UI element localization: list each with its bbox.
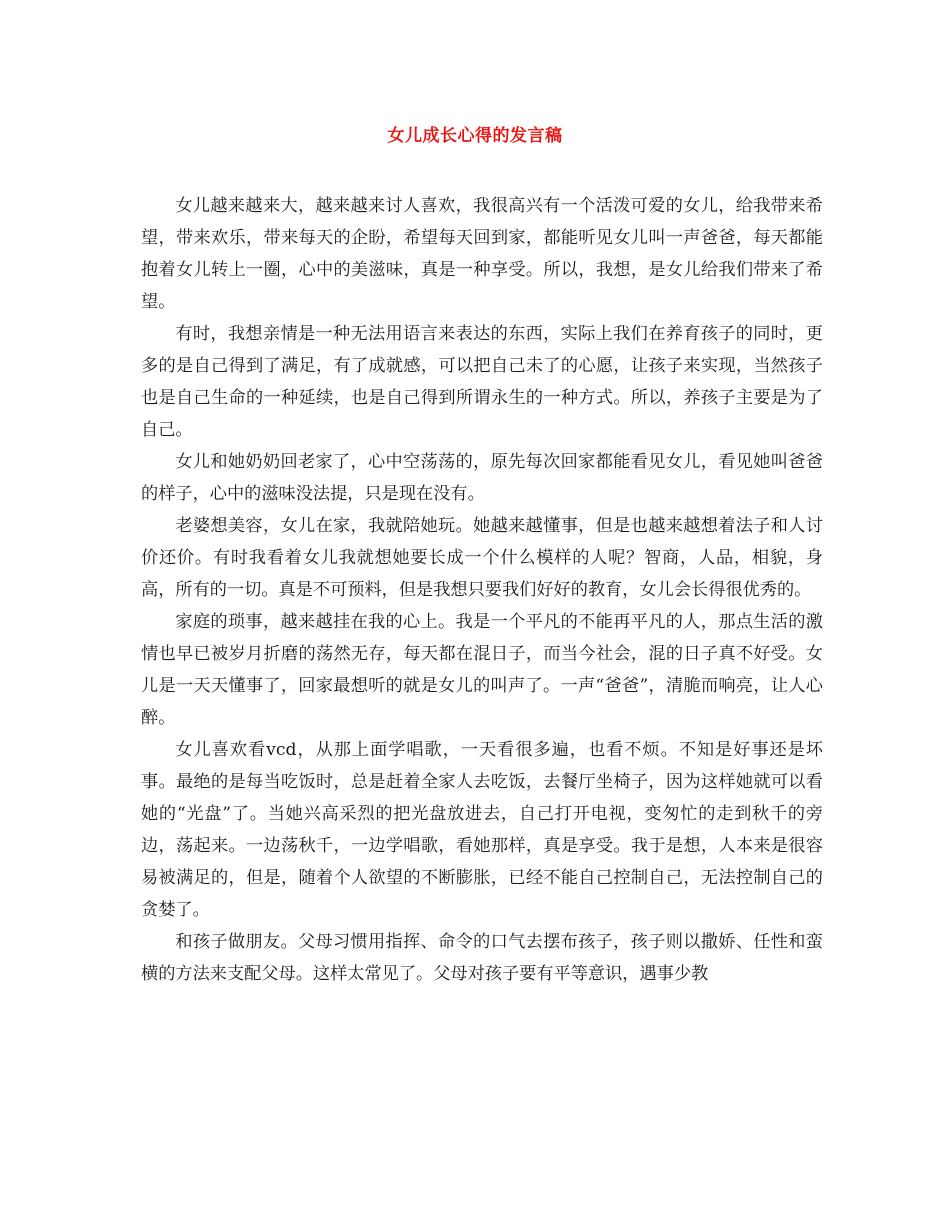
paragraph-4: 老婆想美容，女儿在家，我就陪她玩。她越来越懂事，但是也越来越想着法子和人讨价还价。有时我看着女儿我就想她要长成一个什么模样的人呢？智商，人品，相貌，身高，所有的一切。真是不可预料，但是我想只要我们好好的教育，女儿会长得很优秀的。 — [141, 516, 823, 600]
document-body — [141, 190, 823, 990]
paragraph-5: 家庭的琐事，越来越挂在我的心上。我是一个平凡的不能再平凡的人，那点生活的激情也早已被岁月折磨的荡然无存，每天都在混日子，而当今社会，混的日子真不好受。女儿是一天天懂事了，回家最想听的就是女儿的叫声了。一声“爸爸”，清脆而响亮，让人心醉。 — [141, 612, 823, 728]
paragraph-7: 和孩子做朋友。父母习惯用指挥、命令的口气去摆布孩子，孩子则以撒娇、任性和蛮横的方法来支配父母。这样太常见了。父母对孩子要有平等意识，遇事少教 — [141, 932, 823, 984]
paragraph-3: 女儿和她奶奶回老家了，心中空荡荡的，原先每次回家都能看见女儿，看见她叫爸爸的样子，心中的滋味没法提，只是现在没有。 — [141, 452, 823, 504]
document-title: 女儿成长心得的发言稿 — [387, 126, 563, 146]
paragraph-1: 女儿越来越来大，越来越来讨人喜欢，我很高兴有一个活泼可爱的女儿，给我带来希望，带来欢乐，带来每天的企盼，希望每天回到家，都能听见女儿叫一声爸爸，每天都能抱着女儿转上一圈，心中的美滋味，真是一种享受。所以，我想，是女儿给我们带来了希望。 — [141, 196, 823, 312]
paragraph-6: 女儿喜欢看vcd，从那上面学唱歌，一天看很多遍，也看不烦。不知是好事还是坏事。最绝的是每当吃饭时，总是赶着全家人去吃饭，去餐厅坐椅子，因为这样她就可以看她的“光盘”了。当她兴高采烈的把光盘放进去，自己打开电视，变匆忙的走到秋千的旁边，荡起来。一边荡秋千，一边学唱歌，看她那样，真是享受。我于是想，人本来是很容易被满足的，但是，随着个人欲望的不断膨胀，已经不能自己控制自己，无法控制自己的贪婪了。 — [141, 740, 823, 920]
paragraph-2: 有时，我想亲情是一种无法用语言来表达的东西，实际上我们在养育孩子的同时，更多的是自己得到了满足，有了成就感，可以把自己未了的心愿，让孩子来实现，当然孩子也是自己生命的一种延续，也是自己得到所谓永生的一种方式。所以，养孩子主要是为了自己。 — [141, 324, 823, 440]
